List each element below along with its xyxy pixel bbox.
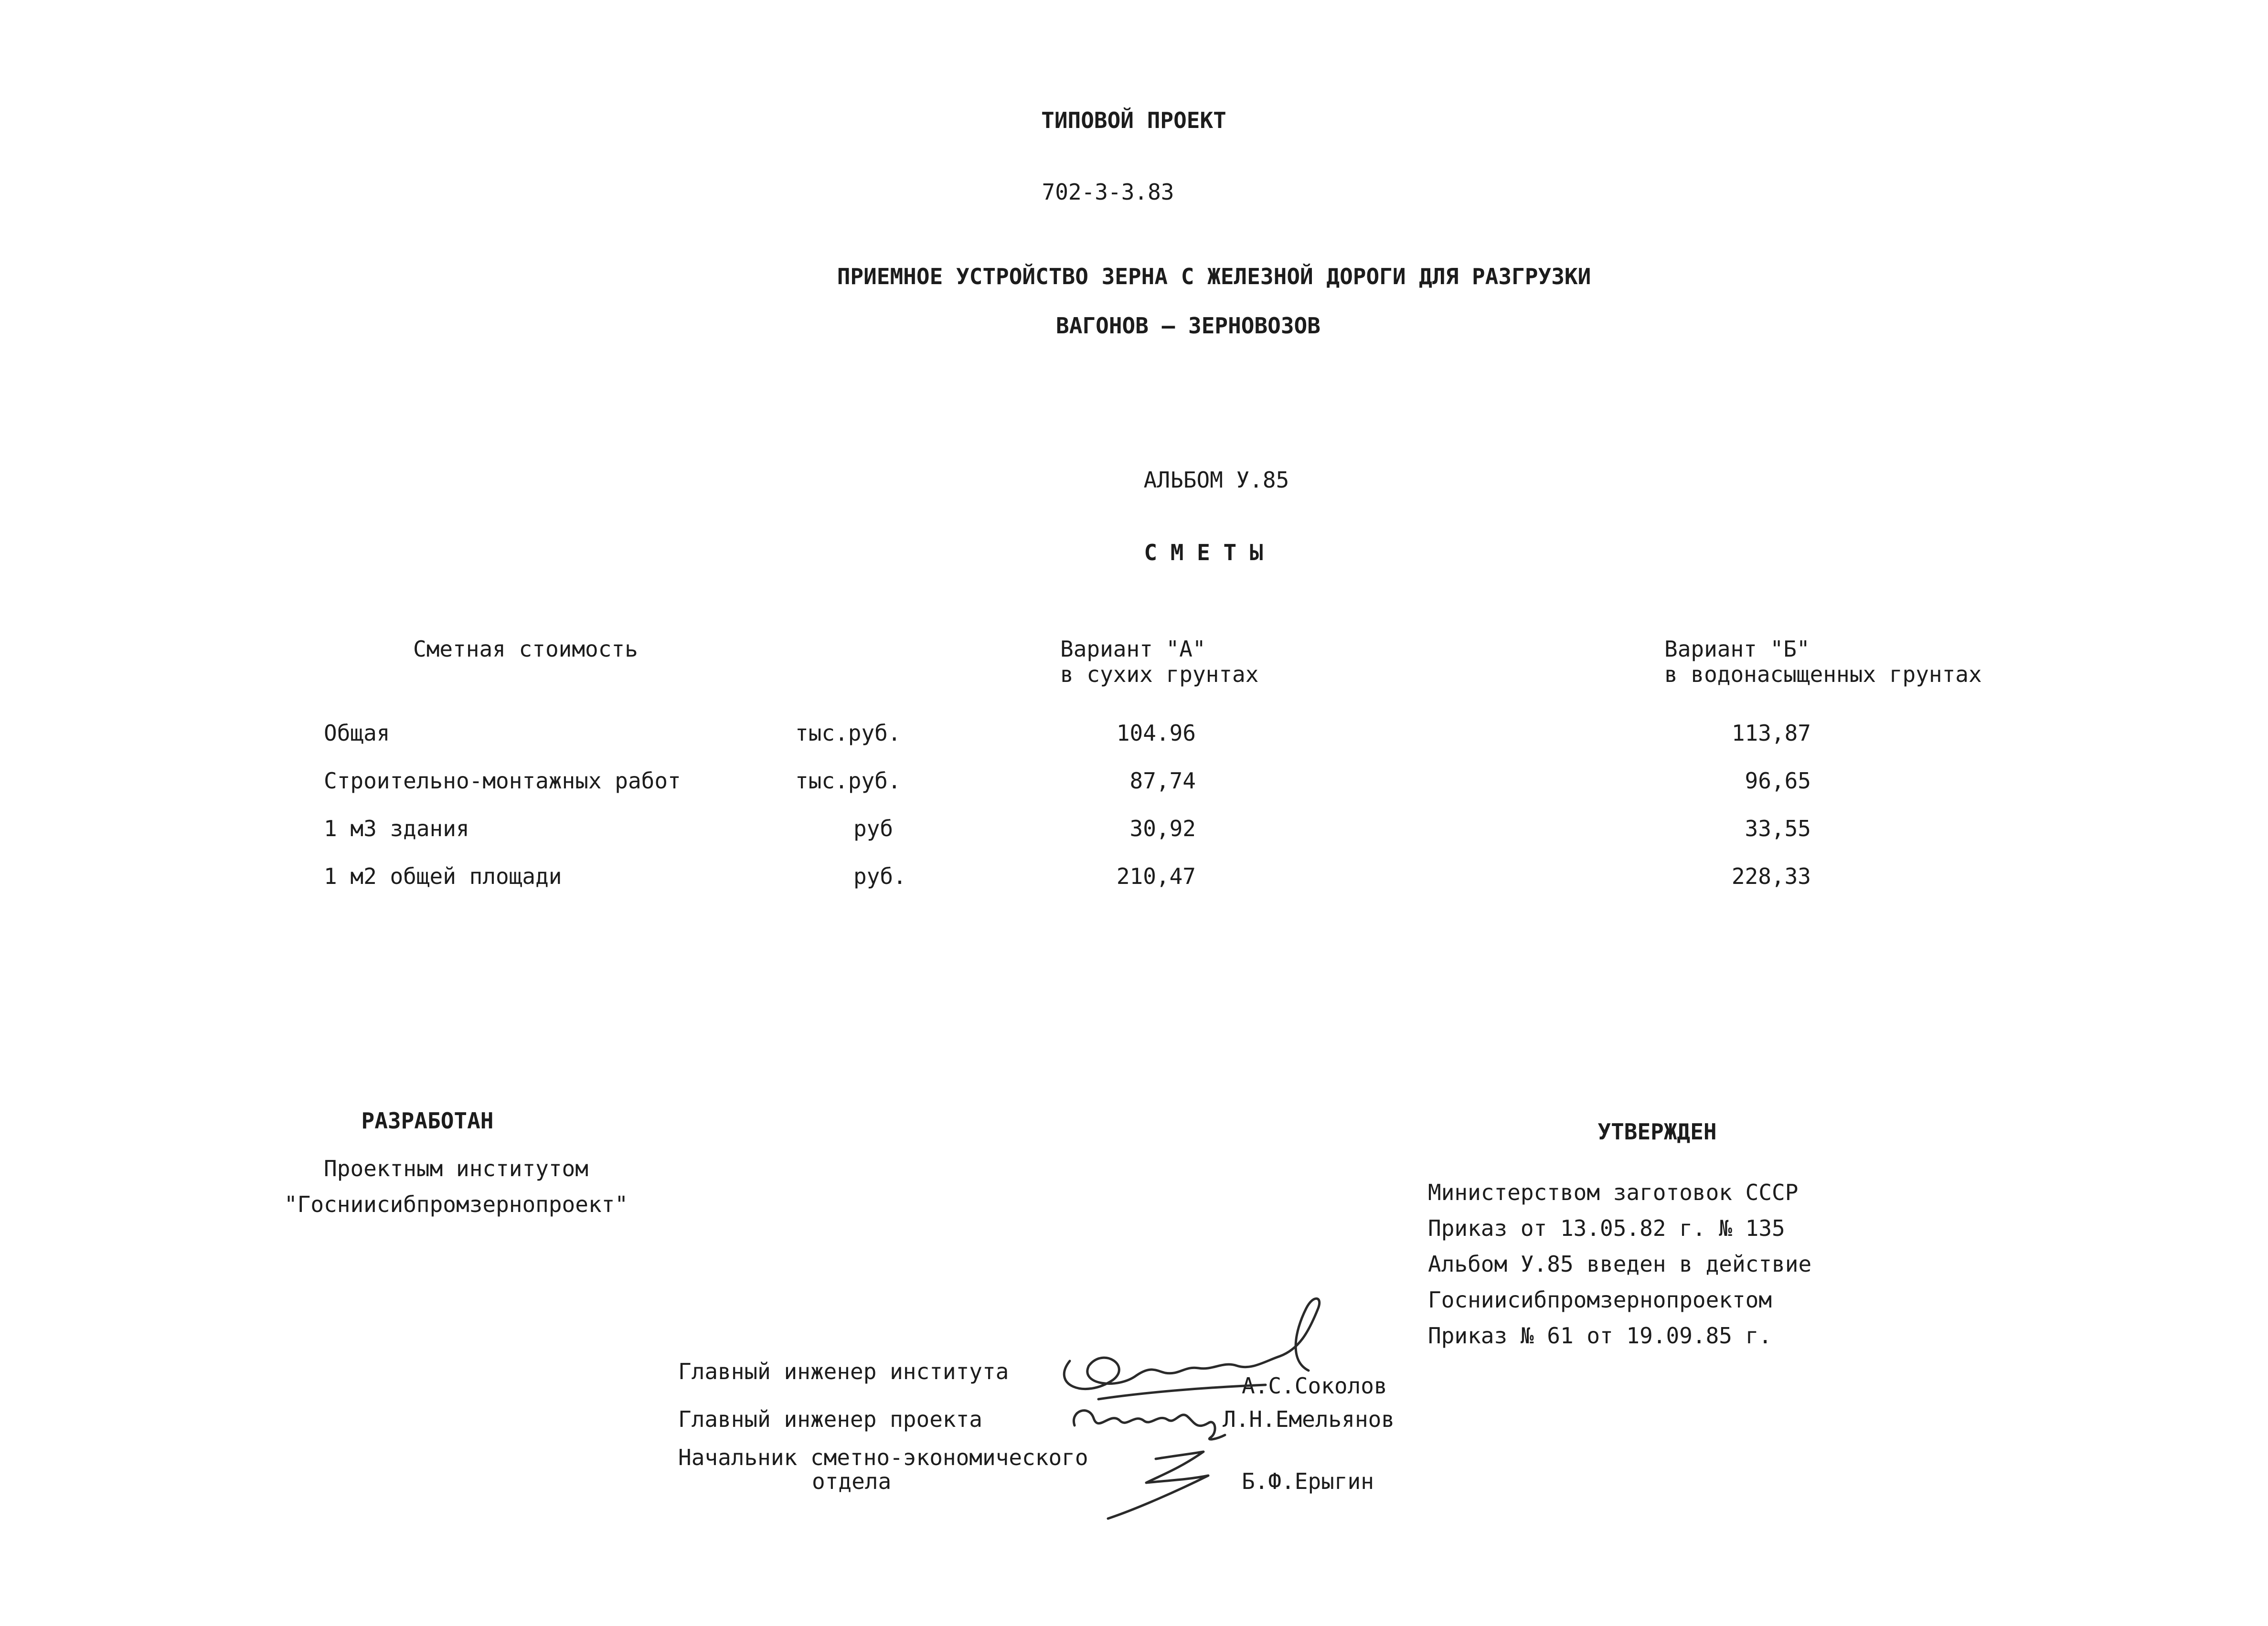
signature-role: Начальник сметно-экономического bbox=[678, 1445, 1088, 1470]
cost-column-label: Сметная стоимость bbox=[413, 636, 638, 662]
project-code: 702-3-3.83 bbox=[1042, 179, 1174, 205]
row-value-b: 228,33 bbox=[1731, 863, 1811, 889]
variant-b-title: Вариант "Б" bbox=[1664, 636, 1810, 662]
signature-name: Л.Н.Емельянов bbox=[1223, 1406, 1395, 1432]
project-title-line1: ПРИЕМНОЕ УСТРОЙСТВО ЗЕРНА С ЖЕЛЕЗНОЙ ДОРОГИ ДЛЯ РАЗГРУЗКИ bbox=[837, 264, 1591, 289]
approved-line: Альбом У.85 введен в действие bbox=[1428, 1251, 1812, 1277]
project-title-line2: ВАГОНОВ – ЗЕРНОВОЗОВ bbox=[1056, 313, 1320, 339]
row-value-b: 113,87 bbox=[1731, 720, 1811, 746]
row-unit: руб. bbox=[853, 863, 906, 889]
row-name: Строительно-монтажных работ bbox=[324, 768, 681, 794]
row-name: 1 м2 общей площади bbox=[324, 863, 562, 889]
handwritten-signature bbox=[1098, 1442, 1223, 1523]
approved-line: Министерством заготовок СССР bbox=[1428, 1180, 1799, 1205]
signature-role: Главный инженер проекта bbox=[678, 1406, 982, 1432]
developed-line1: Проектным институтом bbox=[324, 1156, 588, 1181]
row-value-b: 33,55 bbox=[1745, 816, 1811, 841]
developed-heading: РАЗРАБОТАН bbox=[361, 1108, 494, 1134]
row-unit: тыс.руб. bbox=[795, 720, 901, 746]
variant-b-subtitle: в водонасыщенных грунтах bbox=[1664, 661, 1982, 687]
variant-a-title: Вариант "А" bbox=[1060, 636, 1206, 662]
section-subtitle: С М Е Т Ы bbox=[1144, 540, 1263, 565]
row-unit: тыс.руб. bbox=[795, 768, 901, 794]
signature-name: Б.Ф.Ерыгин bbox=[1242, 1468, 1374, 1494]
row-unit: руб bbox=[853, 816, 894, 841]
row-name: Общая bbox=[324, 720, 390, 746]
variant-a-subtitle: в сухих грунтах bbox=[1060, 661, 1259, 687]
row-value-a: 87,74 bbox=[1129, 768, 1196, 794]
approved-line: Госниисибпромзернопроектом bbox=[1428, 1287, 1772, 1313]
developed-line2: "Госниисибпромзернопроект" bbox=[284, 1191, 628, 1217]
signature-name: А.С.Соколов bbox=[1242, 1373, 1387, 1399]
row-name: 1 м3 здания bbox=[324, 816, 469, 841]
approved-heading: УТВЕРЖДЕН bbox=[1597, 1119, 1717, 1145]
doc-type-label: ТИПОВОЙ ПРОЕКТ bbox=[1041, 107, 1226, 133]
approved-line: Приказ от 13.05.82 г. № 135 bbox=[1428, 1215, 1785, 1241]
row-value-b: 96,65 bbox=[1745, 768, 1811, 794]
row-value-a: 30,92 bbox=[1129, 816, 1196, 841]
album-label: АЛЬБОМ У.85 bbox=[1143, 467, 1289, 493]
signature-role-continued: отдела bbox=[812, 1468, 892, 1494]
handwritten-signature bbox=[1065, 1392, 1237, 1445]
row-value-a: 210,47 bbox=[1116, 863, 1196, 889]
row-value-a: 104.96 bbox=[1116, 720, 1196, 746]
approved-line: Приказ № 61 от 19.09.85 г. bbox=[1428, 1323, 1772, 1349]
signature-role: Главный инженер института bbox=[678, 1359, 1009, 1384]
